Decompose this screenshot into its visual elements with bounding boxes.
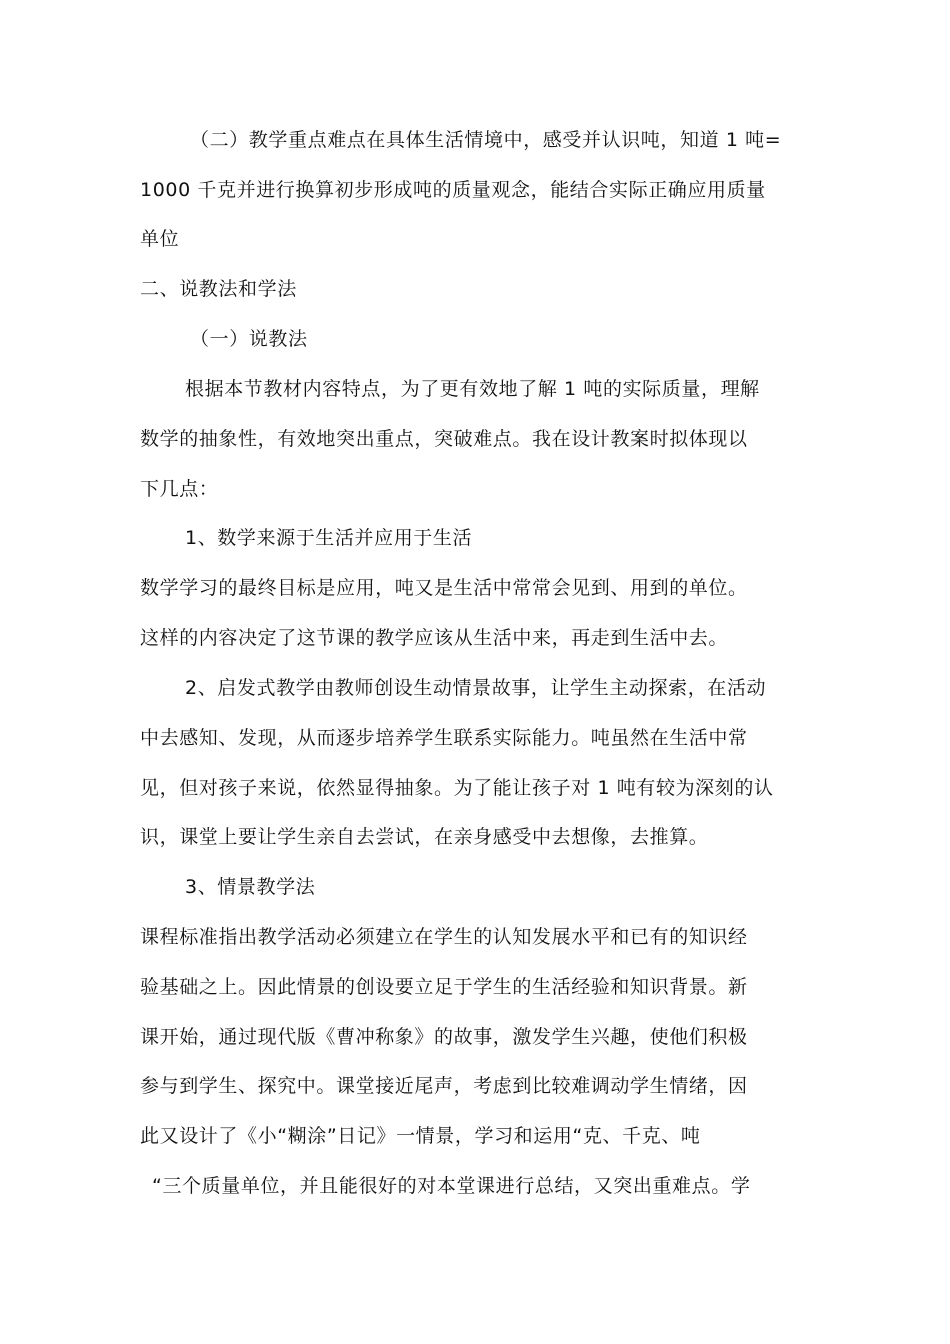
paragraph-line: 此又设计了《小“糊涂”日记》一情景，学习和运用“克、千克、吨 xyxy=(140,1125,701,1147)
paragraph-line: 参与到学生、探究中。课堂接近尾声，考虑到比较难调动学生情绪，因 xyxy=(140,1075,748,1097)
paragraph-line: 见，但对孩子来说，依然显得抽象。为了能让孩子对 1 吨有较为深刻的认 xyxy=(140,777,774,799)
section-heading-key-points: （二）教学重点难点在具体生活情境中，感受并认识吨，知道 1 吨= xyxy=(190,129,782,151)
paragraph-line: 课程标准指出教学活动必须建立在学生的认知发展水平和已有的知识经 xyxy=(140,926,748,948)
subsection-heading-teaching-method: （一）说教法 xyxy=(190,328,308,350)
paragraph-line: 中去感知、发现，从而逐步培养学生联系实际能力。吨虽然在生活中常 xyxy=(140,727,748,749)
paragraph-line: 识，课堂上要让学生亲自去尝试，在亲身感受中去想像，去推算。 xyxy=(140,826,709,848)
paragraph-line: 根据本节教材内容特点，为了更有效地了解 1 吨的实际质量，理解 xyxy=(185,378,760,400)
paragraph-line: 课开始，通过现代版《曹冲称象》的故事，激发学生兴趣，使他们积极 xyxy=(140,1026,748,1048)
list-item-heading: 3、情景教学法 xyxy=(185,876,316,898)
paragraph-line: 1000 千克并进行换算初步形成吨的质量观念，能结合实际正确应用质量 xyxy=(140,179,766,201)
section-heading-methods: 二、说教法和学法 xyxy=(140,278,297,300)
list-item-heading: 1、数学来源于生活并应用于生活 xyxy=(185,527,473,549)
paragraph-line: 验基础之上。因此情景的创设要立足于学生的生活经验和知识背景。新 xyxy=(140,976,748,998)
paragraph-line: 单位 xyxy=(140,228,180,250)
paragraph-line: 这样的内容决定了这节课的教学应该从生活中来，再走到生活中去。 xyxy=(140,627,729,649)
paragraph-line: “三个质量单位，并且能很好的对本堂课进行总结，又突出重难点。学 xyxy=(152,1175,751,1197)
paragraph-line: 下几点： xyxy=(140,478,219,500)
list-item-heading: 2、启发式教学由教师创设生动情景故事，让学生主动探索，在活动 xyxy=(185,677,767,699)
paragraph-line: 数学的抽象性，有效地突出重点，突破难点。我在设计教案时拟体现以 xyxy=(140,428,748,450)
paragraph-line: 数学学习的最终目标是应用，吨又是生活中常常会见到、用到的单位。 xyxy=(140,577,748,599)
